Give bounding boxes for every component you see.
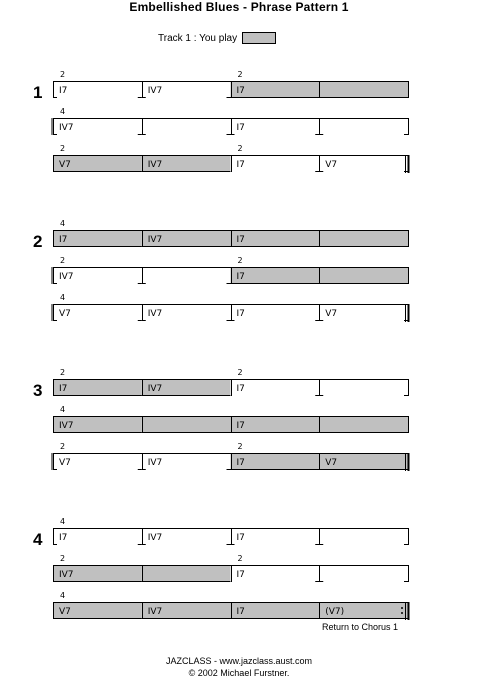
page-title: Embellished Blues - Phrase Pattern 1 — [129, 0, 349, 14]
bar-count: 2 — [237, 144, 243, 153]
chord-symbol: IV7 — [147, 384, 163, 394]
bar-count: 2 — [60, 144, 66, 153]
chord-symbol: V7 — [59, 458, 71, 468]
chord-symbol: IV7 — [147, 86, 163, 96]
shaded-bar — [142, 565, 231, 582]
bar-count: 2 — [60, 256, 66, 265]
chord-symbol: IV7 — [147, 309, 163, 319]
chord-symbol: IV7 — [59, 272, 74, 282]
bar-count: 4 — [60, 293, 66, 302]
legend-label: Track 1 : You play — [158, 32, 238, 44]
shaded-bar — [142, 416, 231, 433]
chord-symbol: V7 — [325, 458, 338, 468]
chorus-number: 3 — [33, 381, 43, 400]
chord-symbol: V7 — [59, 160, 71, 170]
chord-symbol: IV7 — [59, 570, 74, 580]
chord-symbol: I7 — [236, 607, 245, 617]
chord-symbol: I7 — [236, 235, 245, 245]
bar-count: 2 — [237, 256, 243, 265]
repeat-dot — [401, 607, 403, 609]
bar-count: 2 — [237, 554, 243, 563]
chorus-number: 2 — [33, 232, 43, 251]
chord-symbol: I7 — [236, 309, 245, 319]
bar-count: 4 — [60, 405, 66, 414]
chord-symbol: I7 — [236, 533, 245, 543]
chorus-number: 1 — [33, 83, 43, 102]
chord-symbol: I7 — [59, 533, 68, 543]
bar-count: 4 — [60, 591, 66, 600]
shaded-bar — [319, 81, 408, 98]
chord-symbol: V7 — [325, 160, 338, 170]
footer-copyright: © 2002 Michael Furstner. — [188, 668, 290, 678]
chord-symbol: I7 — [236, 384, 245, 394]
bar-count: 2 — [60, 554, 66, 563]
bar-count: 2 — [60, 442, 66, 451]
chord-symbol: IV7 — [59, 421, 74, 431]
chord-symbol: V7 — [59, 607, 71, 617]
footer-site: JAZCLASS - www.jazclass.aust.com — [165, 656, 313, 666]
bar-count: 2 — [237, 442, 243, 451]
bar-count: 2 — [60, 70, 66, 79]
chord-symbol: I7 — [236, 272, 245, 282]
chord-symbol: I7 — [236, 421, 245, 431]
bar-count: 4 — [60, 107, 66, 116]
repeat-dot — [401, 612, 403, 614]
shaded-bar — [319, 230, 408, 247]
shaded-bar — [319, 267, 408, 284]
chord-symbol: V7 — [325, 309, 338, 319]
chord-symbol: (V7) — [325, 607, 345, 617]
chord-symbol: IV7 — [147, 458, 163, 468]
chord-symbol: IV7 — [59, 123, 74, 133]
chord-symbol: I7 — [236, 123, 245, 133]
chord-symbol: I7 — [59, 86, 68, 96]
bar-count: 4 — [60, 517, 66, 526]
bar-count: 2 — [237, 368, 243, 377]
bar-count: 4 — [60, 219, 66, 228]
shaded-bar — [319, 416, 408, 433]
bar-count: 2 — [60, 368, 66, 377]
chorus-number: 4 — [33, 530, 43, 549]
chord-symbol: IV7 — [147, 533, 163, 543]
chord-symbol: V7 — [59, 309, 71, 319]
chord-symbol: I7 — [236, 458, 245, 468]
return-to-chorus-note: Return to Chorus 1 — [322, 622, 399, 632]
chord-symbol: I7 — [59, 235, 68, 245]
chord-symbol: I7 — [236, 86, 245, 96]
chord-symbol: I7 — [236, 160, 245, 170]
chord-symbol: I7 — [236, 570, 245, 580]
chord-symbol: IV7 — [147, 607, 163, 617]
bar-count: 2 — [237, 70, 243, 79]
chord-symbol: IV7 — [147, 235, 163, 245]
chord-symbol: I7 — [59, 384, 68, 394]
chord-symbol: IV7 — [147, 160, 163, 170]
